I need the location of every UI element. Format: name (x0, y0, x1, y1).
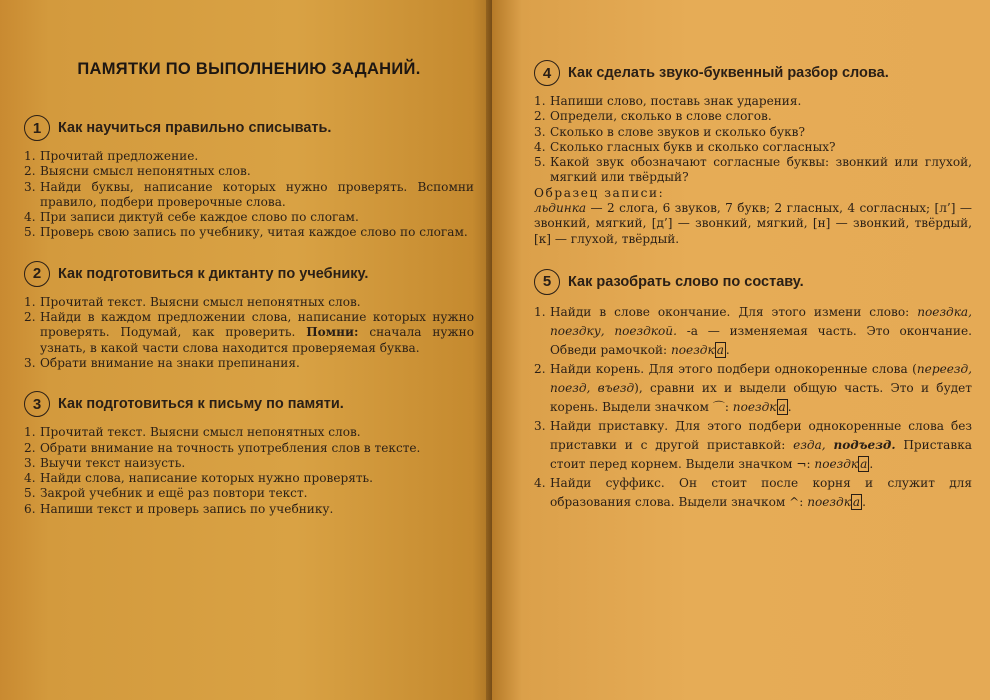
section-2-header (24, 261, 474, 287)
section-number: 5 (534, 269, 560, 295)
left-page (0, 0, 492, 700)
section-4-header (534, 60, 972, 86)
list-item: 5. Какой звук обозначают согласные буквы: звонкий или глухой, мягкий или твёрдый? (534, 155, 972, 185)
list-item: 1. Прочитай текст. Выясни смысл непонятных слов. (24, 294, 361, 309)
ending-box: а (778, 399, 786, 414)
list-item: 1. Напиши слово, поставь знак ударения. (534, 94, 802, 108)
list-item: 3. Обрати внимание на знаки препинания. (24, 355, 300, 370)
ending-box: а (716, 342, 724, 357)
list-item: 3. Сколько в слове звуков и сколько букв? (534, 124, 805, 139)
section-4 (534, 60, 972, 247)
section-1-header (24, 115, 474, 141)
list-item: 2. Обрати внимание на точность употребления слов в тексте. (24, 440, 421, 455)
section-2-list (24, 295, 474, 371)
section-number: 1 (24, 115, 50, 141)
sample-word: льдинка (534, 201, 587, 216)
list-item: 2. Найди в каждом предложении слова, написание которых нужно проверять. Подумай, как проверить. Помни: сначала нужно узнать, в какой части слова находится проверяемая буква. (24, 310, 474, 355)
section-5-header (534, 269, 972, 295)
section-1-list (24, 149, 474, 241)
section-3-header (24, 391, 474, 417)
prefix-mark-icon: ¬ (796, 456, 807, 471)
list-item: 6. Напиши текст и проверь запись по учебнику. (24, 501, 334, 516)
list-item: 4. При записи диктуй себе каждое слово по слогам. (24, 210, 359, 225)
list-item: 1. Найди в слове окончание. Для этого измени слово: поездка, поездку, поездкой. -а — изменяемая часть. Это окончание. Обведи рамочкой: поездк а . (534, 304, 972, 357)
root-mark-icon: ⌒ (712, 399, 725, 414)
list-item: 2. Выясни смысл непонятных слов. (24, 164, 251, 179)
section-number: 4 (534, 60, 560, 86)
ending-box: а (860, 456, 868, 471)
list-item: 1. Прочитай текст. Выясни смысл непонятных слов. (24, 425, 361, 440)
list-item: 5. Закрой учебник и ещё раз повтори текст. (24, 486, 308, 501)
list-item: 5. Проверь свою запись по учебнику, читая каждое слово по слогам. (24, 225, 468, 240)
list-item: 2. Определи, сколько в слове слогов. (534, 109, 772, 124)
section-3-list (24, 425, 474, 517)
section-5 (534, 269, 972, 512)
section-4-list (534, 94, 972, 186)
section-3 (24, 391, 474, 517)
section-number: 2 (24, 261, 50, 287)
list-item: 1. Прочитай предложение. (24, 149, 199, 163)
list-item: 4. Найди суффикс. Он стоит после корня и служит для образования слова. Выдели значком ^: поездк а . (534, 475, 972, 509)
section-5-list (534, 303, 972, 512)
section-title: Как разобрать слово по составу. (568, 273, 804, 290)
sample-heading: Образец записи: (534, 185, 665, 200)
list-item: 4. Сколько гласных букв и сколько согласных? (534, 139, 836, 154)
section-title: Как научиться правильно списывать. (58, 120, 332, 136)
section-number: 3 (24, 391, 50, 417)
section-1 (24, 115, 474, 241)
list-item: 2. Найди корень. Для этого подбери однокоренные слова (переезд, поезд, въезд), сравни их и выдели общую часть. Это и будет корень. Выдели значком ⌒: поездк а . (534, 361, 972, 414)
section-2 (24, 261, 474, 371)
list-item: 4. Найди слова, написание которых нужно проверять. (24, 471, 373, 486)
sample-text: льдинка — 2 слога, 6 звуков, 7 букв; 2 гласных, 4 согласных; [л’] — звонкий, мягкий, [д’] — звонкий, мягкий, [н] — звонкий, твёрдый, [к] — глухой, твёрдый. (534, 201, 972, 246)
section-title: Как подготовиться к письму по памяти. (58, 396, 344, 413)
ending-box: а (852, 494, 861, 509)
section-title: Как сделать звуко-буквенный разбор слова. (568, 65, 889, 81)
section-title: Как подготовиться к диктанту по учебнику. (58, 265, 369, 282)
right-page (492, 0, 990, 700)
suffix-mark-icon: ^ (789, 494, 800, 509)
list-item: 3. Выучи текст наизусть. (24, 455, 186, 470)
list-item: 3. Найди приставку. Для этого подбери однокоренные слова без приставки и с другой приставкой: езда, подъезд. Приставка стоит перед корнем. Выдели значком ¬: поездк а . (534, 418, 972, 471)
list-item: 3. Найди буквы, написание которых нужно проверять. Вспомни правило, подбери проверочные слова. (24, 179, 474, 209)
page-title: ПАМЯТКИ ПО ВЫПОЛНЕНИЮ ЗАДАНИЙ. (77, 60, 421, 78)
